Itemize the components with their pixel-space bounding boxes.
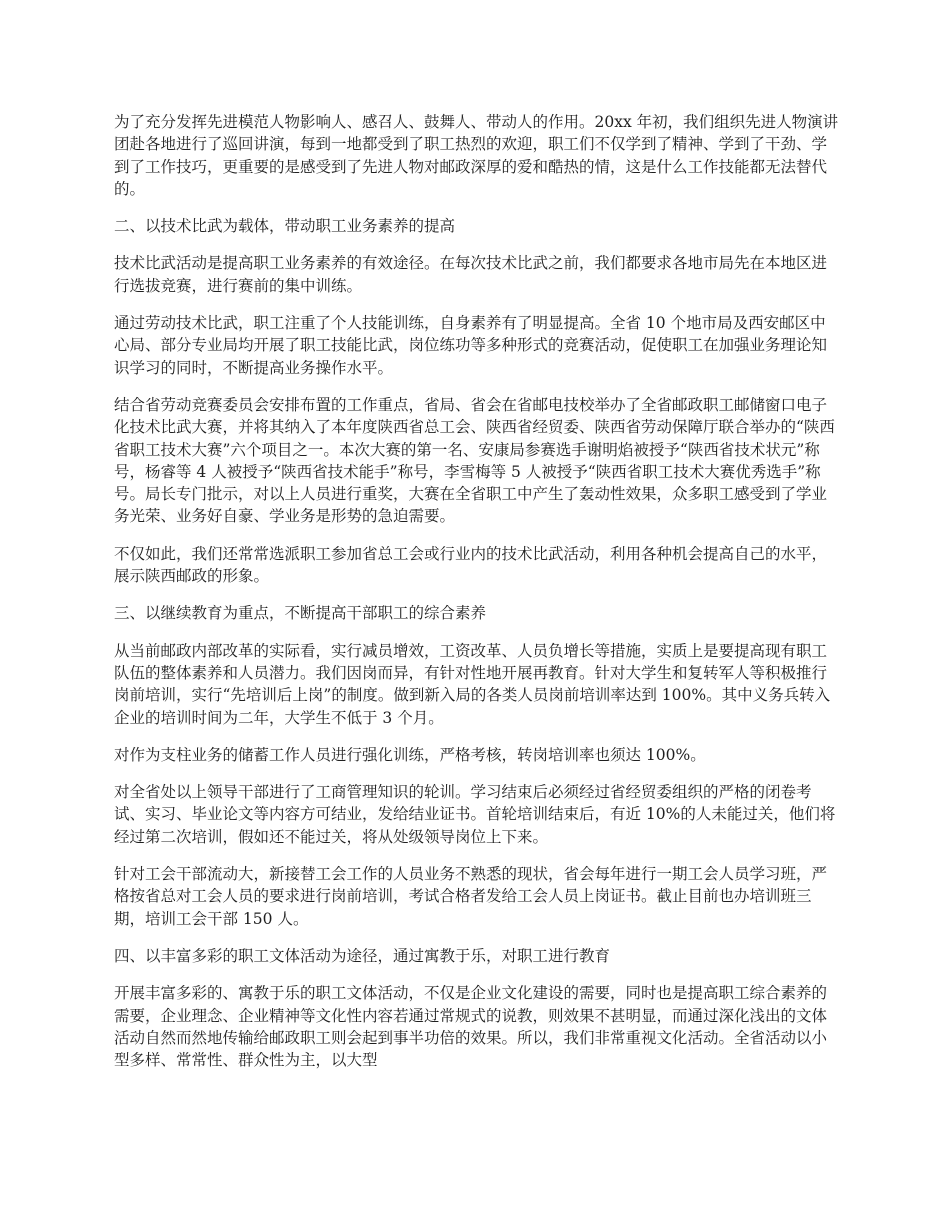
document-body — [114, 111, 841, 1086]
paragraph: 对全省处以上领导干部进行了工商管理知识的轮训。学习结束后必须经过省经贸委组织的严格的闭卷考试、实习、毕业论文等内容方可结业，发给结业证书。首轮培训结束后，有近 10%的人未能过关，他们将经过第二次培训，假如还不能过关，将从处级领导岗位上下来。 — [114, 783, 836, 846]
paragraph: 技术比武活动是提高职工业务素养的有效途径。在每次技术比武之前，我们都要求各地市局先在本地区进行选拔竞赛，进行赛前的集中训练。 — [114, 254, 828, 295]
paragraph: 结合省劳动竞赛委员会安排布置的工作重点，省局、省会在省邮电技校举办了全省邮政职工邮储窗口电子化技术比武大赛，并将其纳入了本年度陕西省总工会、陕西省经贸委、陕西省劳动保障厅联合举办的“陕西省职工技术大赛”六个项目之一。本次大赛的第一名、安康局参赛选手谢明焰被授予“陕西省技术状元”称号，杨睿等 4 人被授予“陕西省技术能手”称号，李雪梅等 5 人被授予“陕西省职工技术大赛优秀选手”称号。局长专门批示，对以上人员进行重奖，大赛在全省职工中产生了轰动性效果，众多职工感受到了学业务光荣、业务好自豪、学业务是形势的急迫需要。 — [114, 395, 835, 526]
section-heading-2: 二、以技术比武为载体，带动职工业务素养的提高 — [114, 217, 456, 236]
paragraph: 不仅如此，我们还常常选派职工参加省总工会或行业内的技术比武活动，利用各种机会提高自己的水平，展示陕西邮政的形象。 — [114, 544, 828, 586]
section-heading-3: 三、以继续教育为重点，不断提高干部职工的综合素养 — [114, 604, 487, 623]
paragraph: 针对工会干部流动大，新接替工会工作的人员业务不熟悉的现状，省会每年进行一期工会人员学习班，严格按省总对工会人员的要求进行岗前培训，考试合格者发给工会人员上岗证书。截止目前也办培训班三期，培训工会干部 150 人。 — [114, 865, 828, 928]
paragraph-intro: 为了充分发挥先进模范人物影响人、感召人、鼓舞人、带动人的作用。20xx 年初，我们组织先进人物演讲团赴各地进行了巡回讲演，每到一地都受到了职工热烈的欢迎，职工们不仅学到了精神、学到了干劲、学到了工作技巧，更重要的是感受到了先进人物对邮政深厚的爱和酷热的情，这是什么工作技能都无法替代的。 — [114, 113, 839, 198]
paragraph: 从当前邮政内部改革的实际看，实行减员增效，工资改革、人员负增长等措施，实质上是要提高现有职工队伍的整体素养和人员潜力。我们因岗而异，有针对性地开展再教育。针对大学生和复转军人等积极推行岗前培训，实行“先培训后上岗”的制度。做到新入局的各类人员岗前培训率达到 100%。其中义务兵转入企业的培训时间为二年，大学生不低于 3 个月。 — [114, 641, 831, 727]
paragraph: 开展丰富多彩的、寓教于乐的职工文体活动，不仅是企业文化建设的需要，同时也是提高职工综合素养的需要，企业理念、企业精神等文化性内容若通过常规式的说教，则效果不甚明显，而通过深化浅出的文体活动自然而然地传输给邮政职工则会起到事半功倍的效果。所以，我们非常重视文化活动。全省活动以小型多样、常常性、群众性为主，以大型 — [114, 984, 828, 1070]
paragraph: 通过劳动技术比武，职工注重了个人技能训练，自身素养有了明显提高。全省 10 个地市局及西安邮区中心局、部分专业局均开展了职工技能比武，岗位练功等多种形式的竞赛活动，促使职工在加强业务理论知识学习的同时，不断提高业务操作水平。 — [114, 314, 828, 377]
section-heading-4: 四、以丰富多彩的职工文体活动为途径，通过寓教于乐，对职工进行教育 — [114, 946, 611, 965]
paragraph: 对作为支柱业务的储蓄工作人员进行强化训练，严格考核，转岗培训率也须达 100%。 — [114, 745, 706, 764]
